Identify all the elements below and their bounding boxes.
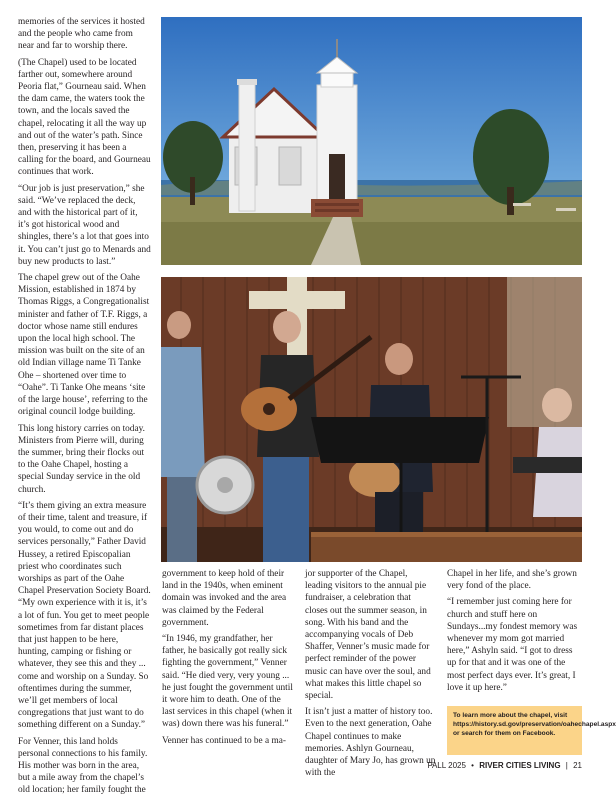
article-paragraph: This long history carries on today. Ministers from Pierre will, during the summer, bring their flocks out to the Oahe Chapel, hosting a special Sunday service in the old church. <box>18 423 145 495</box>
article-paragraph: Chapel in her life, and she’s grown very fond of the place. <box>447 569 577 592</box>
article-paragraph: “Our job is just preservation,” she said. “We’ve replaced the deck, and with the historical part of it, it’s got historical wood and shingles, there’s a lot that goes into it. You can’t just go to Menards and buy new products to last.” <box>18 183 151 267</box>
more-info-callout[interactable]: To learn more about the chapel, visit https://history.sd.gov/preservation/oahechapel.aspx or search for them on Facebook. <box>447 706 582 755</box>
article-paragraph: For Venner, this land holds personal connections to his family. His mother was born in the area, but a mile away from the chapel’s old location; her family fought the <box>18 736 148 796</box>
page-number: 21 <box>573 761 582 770</box>
page-footer <box>428 760 582 772</box>
article-paragraph: “It’s them giving an extra measure of their time, talent and treasure, if you would, to come out and do services personally,” Father David Hussey, a retired Episcopalian priest who coordinates such worships as part of the Oahe Chapel Preservation Society Board. “My own experience with it is, it’s a lot of fun. You get to meet people sometimes from far distant places that just happen to be here, hunting, camping or fishing or whatever, they see this and they ... come and worship on a Sunday. So oftentimes during the summer, we’ll get members of local congregations that just want to do something different on a Sunday.” <box>18 500 151 731</box>
band-performance-photo <box>161 277 582 562</box>
article-paragraph: “In 1946, my grandfather, her father, he basically got really sick fighting the government,” Venner said. “He died very, very young ... he just fought the government until it wore him to death. One of the last services in this chapel (when it was) down there was his funeral.” <box>162 634 293 730</box>
article-paragraph: jor supporter of the Chapel, leading visitors to the annual pie fundraiser, a celebration that closes out the summer season, in song. With his band and the accompanying vocals of Deb Shaffer, Venner’s music made for perfect reminder of the power music can have over the soul, and what makes this little chapel so special. <box>305 569 431 702</box>
article-column-4 <box>447 568 582 698</box>
article-paragraph: “I remember just coming here for church and stuff here on Sundays...my fondest memory was whenever my mom got married here,” Ashyln said. “I got to dress up for that and it was one of the most perfect days ever. It’s great, I love it up here.” <box>447 597 578 693</box>
article-paragraph: (The Chapel) used to be located farther out, somewhere around Peoria flat,” Gourneau said. When the dam came, the waters took the town, and the locals saved the chapel, relocating it all the way up and out of the water’s path. Since then, preserving it has been a calling for the board, and Gourneau continues that work. <box>18 57 151 178</box>
article-paragraph: Venner has continued to be a ma- <box>162 735 286 746</box>
article-column-1 <box>18 16 151 801</box>
footer-publication: RIVER CITIES LIVING <box>479 761 561 770</box>
article-paragraph: It isn’t just a matter of history too. Even to the next generation, Oahe Chapel continues to make memories. Ashlyn Gourneau, daughter of Mary Jo, has grown up with the <box>305 707 436 779</box>
article-column-3 <box>305 568 436 783</box>
footer-season: FALL 2025 <box>427 761 466 770</box>
footer-bullet: • <box>471 761 474 770</box>
article-paragraph: memories of the services it hosted and the people who came from near and far to worship there. <box>18 17 145 52</box>
footer-divider: | <box>565 761 568 770</box>
article-column-2 <box>162 568 294 751</box>
article-paragraph: The chapel grew out of the Oahe Mission, established in 1874 by Thomas Riggs, a Congregationalist minister and father of T.F. Riggs, a doctor whose name still endures upon the local high school. The mission was built on the site of an old Indian village name Ti Tanke Ohe – shortened over time to “Oahe”. Ti Tanke Ohe means ‘site of the large house’, referring to the original council lodge building. <box>18 273 150 418</box>
article-paragraph: government to keep hold of their land in the 1940s, when eminent domain was invoked and the area was claimed by the Federal government. <box>162 569 287 628</box>
chapel-exterior-photo <box>161 17 582 265</box>
